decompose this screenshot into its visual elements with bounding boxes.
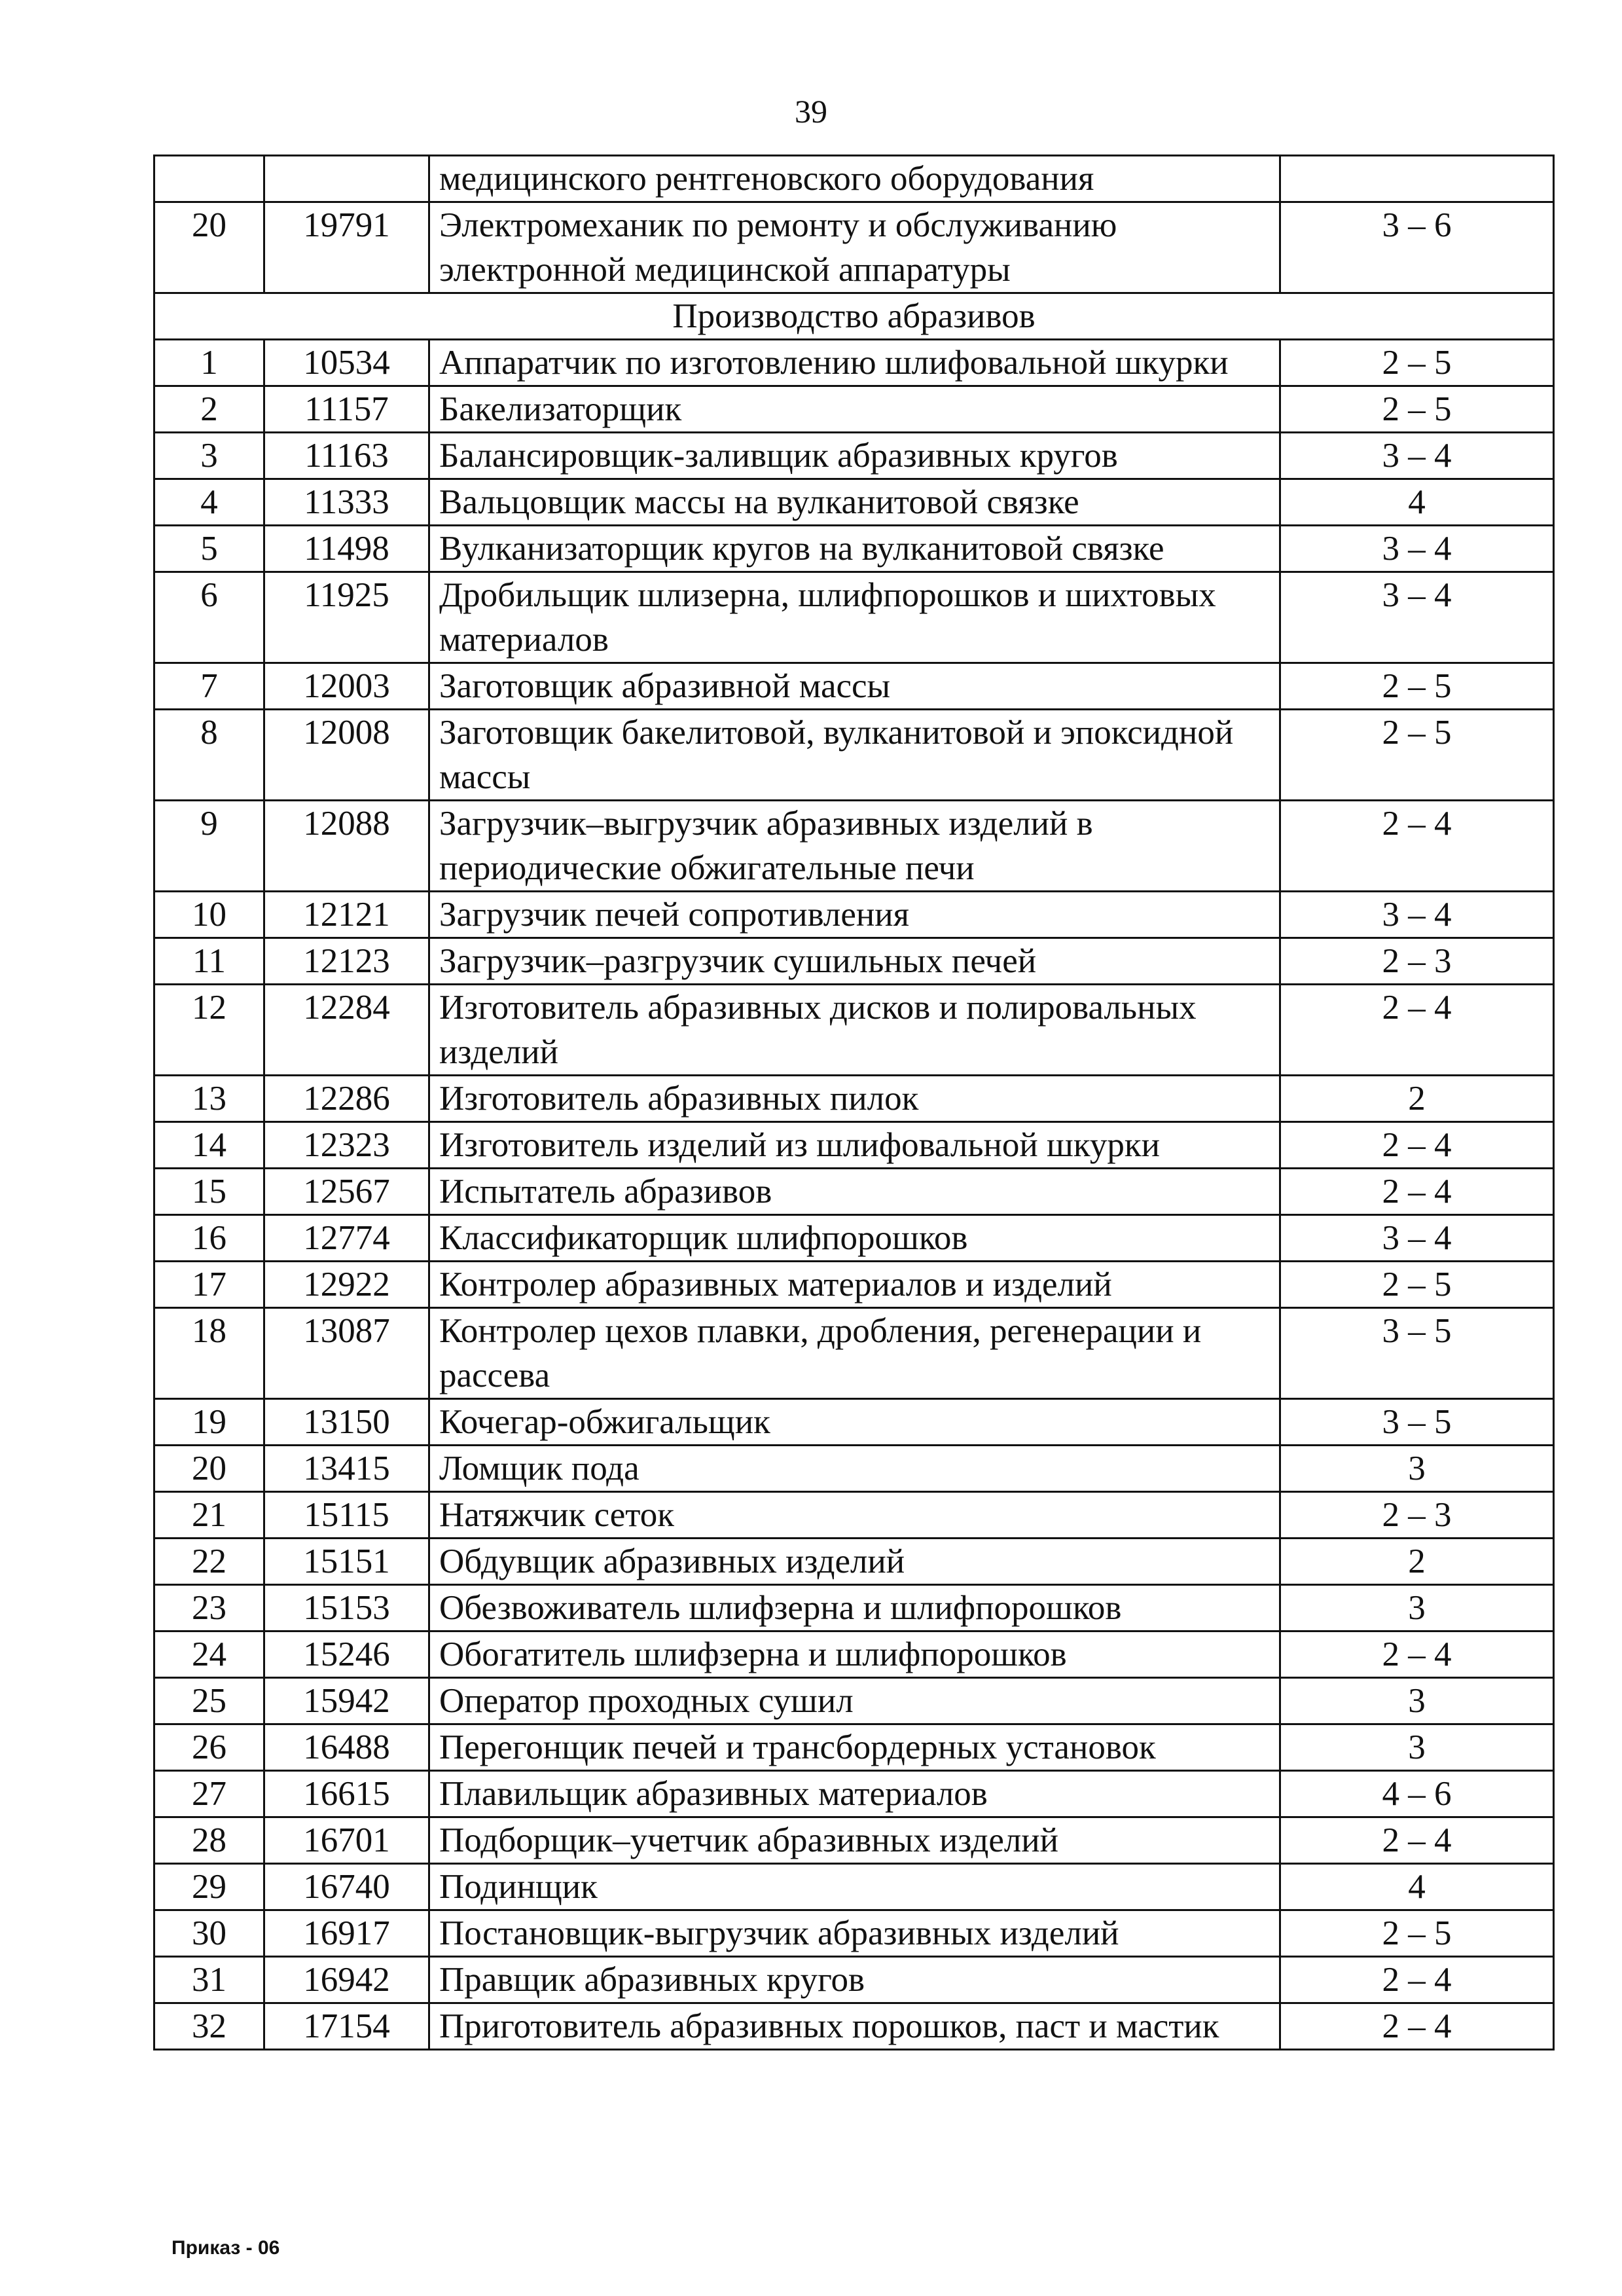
profession-category: 2 – 5: [1280, 1262, 1554, 1308]
profession-name: Кочегар-обжигальщик: [429, 1399, 1280, 1446]
profession-category: 2: [1280, 1076, 1554, 1122]
profession-name: Изготовитель абразивных пилок: [429, 1076, 1280, 1122]
table-row: [154, 1817, 1554, 1864]
profession-name: Ломщик пода: [429, 1446, 1280, 1492]
profession-category: 3 – 4: [1280, 572, 1554, 663]
row-number: 13: [154, 1076, 264, 1122]
profession-category: 2 – 5: [1280, 386, 1554, 433]
profession-code: 12121: [264, 892, 429, 938]
profession-category: 4: [1280, 479, 1554, 526]
profession-category: 2 – 5: [1280, 710, 1554, 801]
table-row: [154, 2003, 1554, 2050]
profession-name: Плавильщик абразивных материалов: [429, 1771, 1280, 1817]
profession-code: 11333: [264, 479, 429, 526]
table-row: [154, 663, 1554, 710]
profession-name: Изготовитель изделий из шлифовальной шкурки: [429, 1122, 1280, 1169]
profession-code: 12003: [264, 663, 429, 710]
profession-name: Контролер абразивных материалов и изделий: [429, 1262, 1280, 1308]
row-number: 12: [154, 985, 264, 1076]
profession-name: Перегонщик печей и трансбордерных установок: [429, 1724, 1280, 1771]
row-number: 4: [154, 479, 264, 526]
profession-code: 19791: [264, 202, 429, 293]
row-number: 23: [154, 1585, 264, 1631]
row-number: 25: [154, 1678, 264, 1724]
profession-name: Загрузчик печей сопротивления: [429, 892, 1280, 938]
profession-name: Подборщик–учетчик абразивных изделий: [429, 1817, 1280, 1864]
table-row: [154, 156, 1554, 202]
profession-category: 2 – 4: [1280, 1122, 1554, 1169]
profession-name: Обогатитель шлифзерна и шлифпорошков: [429, 1631, 1280, 1678]
profession-category: 2 – 5: [1280, 663, 1554, 710]
profession-code: 16740: [264, 1864, 429, 1910]
section-rows: [154, 340, 1554, 2050]
row-number: 24: [154, 1631, 264, 1678]
row-number: 31: [154, 1957, 264, 2003]
profession-code: 12088: [264, 801, 429, 892]
profession-name: медицинского рентгеновского оборудования: [429, 156, 1280, 202]
table-row: [154, 1169, 1554, 1215]
profession-category: 2 – 5: [1280, 340, 1554, 386]
row-number: 8: [154, 710, 264, 801]
page-number: 39: [795, 93, 827, 130]
row-number: 17: [154, 1262, 264, 1308]
table-row: [154, 1910, 1554, 1957]
profession-code: 10534: [264, 340, 429, 386]
profession-code: [264, 156, 429, 202]
professions-table: [153, 155, 1555, 2050]
row-number: 22: [154, 1539, 264, 1585]
profession-code: 16615: [264, 1771, 429, 1817]
row-number: 3: [154, 433, 264, 479]
table-row: [154, 985, 1554, 1076]
table-row: [154, 386, 1554, 433]
row-number: 15: [154, 1169, 264, 1215]
profession-name: Заготовщик абразивной массы: [429, 663, 1280, 710]
profession-name: Контролер цехов плавки, дробления, регенерации и рассева: [429, 1308, 1280, 1399]
row-number: 21: [154, 1492, 264, 1539]
table-row: [154, 801, 1554, 892]
profession-code: 11925: [264, 572, 429, 663]
profession-category: 3 – 4: [1280, 1215, 1554, 1262]
profession-category: 2 – 4: [1280, 1631, 1554, 1678]
profession-code: 15115: [264, 1492, 429, 1539]
profession-name: Обезвоживатель шлифзерна и шлифпорошков: [429, 1585, 1280, 1631]
profession-name: Электромеханик по ремонту и обслуживанию электронной медицинской аппаратуры: [429, 202, 1280, 293]
profession-name: Постановщик-выгрузчик абразивных изделий: [429, 1910, 1280, 1957]
table-row: [154, 572, 1554, 663]
profession-name: Балансировщик-заливщик абразивных кругов: [429, 433, 1280, 479]
profession-category: 2 – 4: [1280, 985, 1554, 1076]
row-number: 1: [154, 340, 264, 386]
table-row: [154, 1864, 1554, 1910]
row-number: 26: [154, 1724, 264, 1771]
profession-category: 3: [1280, 1678, 1554, 1724]
table-row: [154, 1446, 1554, 1492]
profession-category: 3 – 5: [1280, 1308, 1554, 1399]
profession-code: 16701: [264, 1817, 429, 1864]
profession-code: 16942: [264, 1957, 429, 2003]
profession-name: Загрузчик–выгрузчик абразивных изделий в периодические обжигательные печи: [429, 801, 1280, 892]
row-number: 5: [154, 526, 264, 572]
profession-name: Приготовитель абразивных порошков, паст и мастик: [429, 2003, 1280, 2050]
profession-name: Вальцовщик массы на вулканитовой связке: [429, 479, 1280, 526]
profession-category: 2 – 4: [1280, 1169, 1554, 1215]
profession-name: Бакелизаторщик: [429, 386, 1280, 433]
profession-category: 2 – 4: [1280, 1817, 1554, 1864]
profession-code: 15942: [264, 1678, 429, 1724]
row-number: 30: [154, 1910, 264, 1957]
profession-name: Оператор проходных сушил: [429, 1678, 1280, 1724]
profession-category: 2 – 4: [1280, 801, 1554, 892]
row-number: 14: [154, 1122, 264, 1169]
profession-category: 2 – 5: [1280, 1910, 1554, 1957]
profession-name: Дробильщик шлизерна, шлифпорошков и шихтовых материалов: [429, 572, 1280, 663]
row-number: 10: [154, 892, 264, 938]
table-row: [154, 1308, 1554, 1399]
profession-category: 3: [1280, 1724, 1554, 1771]
profession-category: 3 – 4: [1280, 433, 1554, 479]
row-number: 6: [154, 572, 264, 663]
row-number: 2: [154, 386, 264, 433]
table-row: [154, 1585, 1554, 1631]
profession-category: 2 – 4: [1280, 2003, 1554, 2050]
profession-category: 2: [1280, 1539, 1554, 1585]
row-number: 7: [154, 663, 264, 710]
table-row: [154, 340, 1554, 386]
table-row: [154, 710, 1554, 801]
table-row: [154, 479, 1554, 526]
row-number: 9: [154, 801, 264, 892]
profession-code: 12286: [264, 1076, 429, 1122]
profession-code: 12323: [264, 1122, 429, 1169]
profession-code: 13415: [264, 1446, 429, 1492]
table-row: [154, 1678, 1554, 1724]
profession-name: Аппаратчик по изготовлению шлифовальной шкурки: [429, 340, 1280, 386]
profession-category: 3: [1280, 1446, 1554, 1492]
profession-name: Загрузчик–разгрузчик сушильных печей: [429, 938, 1280, 985]
row-number: 29: [154, 1864, 264, 1910]
section-header-row: [154, 293, 1554, 340]
profession-code: 16488: [264, 1724, 429, 1771]
table-row: [154, 1076, 1554, 1122]
profession-code: 11157: [264, 386, 429, 433]
profession-code: 12774: [264, 1215, 429, 1262]
profession-name: Обдувщик абразивных изделий: [429, 1539, 1280, 1585]
profession-code: 15153: [264, 1585, 429, 1631]
profession-name: Правщик абразивных кругов: [429, 1957, 1280, 2003]
profession-code: 16917: [264, 1910, 429, 1957]
profession-code: 13150: [264, 1399, 429, 1446]
profession-category: 3 – 4: [1280, 526, 1554, 572]
row-number: 16: [154, 1215, 264, 1262]
profession-category: 3 – 4: [1280, 892, 1554, 938]
profession-category: 2 – 3: [1280, 1492, 1554, 1539]
row-number: 27: [154, 1771, 264, 1817]
table-row: [154, 1492, 1554, 1539]
table-row: [154, 1724, 1554, 1771]
profession-name: Подинщик: [429, 1864, 1280, 1910]
row-number: 20: [154, 1446, 264, 1492]
row-number: 19: [154, 1399, 264, 1446]
table-row: [154, 1215, 1554, 1262]
row-number: 20: [154, 202, 264, 293]
table-row: [154, 526, 1554, 572]
profession-code: 11498: [264, 526, 429, 572]
table-row: [154, 1539, 1554, 1585]
row-number: [154, 156, 264, 202]
profession-code: 15151: [264, 1539, 429, 1585]
profession-name: Вулканизаторщик кругов на вулканитовой связке: [429, 526, 1280, 572]
profession-category: 4 – 6: [1280, 1771, 1554, 1817]
profession-category: 2 – 4: [1280, 1957, 1554, 2003]
profession-category: [1280, 156, 1554, 202]
profession-code: 12567: [264, 1169, 429, 1215]
profession-category: 3 – 6: [1280, 202, 1554, 293]
section-title: Производство абразивов: [154, 293, 1554, 340]
profession-code: 13087: [264, 1308, 429, 1399]
table-row: [154, 202, 1554, 293]
table-row: [154, 1771, 1554, 1817]
profession-code: 12123: [264, 938, 429, 985]
profession-name: Испытатель абразивов: [429, 1169, 1280, 1215]
profession-code: 12922: [264, 1262, 429, 1308]
profession-name: Заготовщик бакелитовой, вулканитовой и эпоксидной массы: [429, 710, 1280, 801]
row-number: 18: [154, 1308, 264, 1399]
footer-label: Приказ - 06: [171, 2237, 280, 2259]
table-row: [154, 1262, 1554, 1308]
profession-code: 17154: [264, 2003, 429, 2050]
table-row: [154, 1399, 1554, 1446]
profession-code: 12008: [264, 710, 429, 801]
row-number: 28: [154, 1817, 264, 1864]
profession-name: Классификаторщик шлифпорошков: [429, 1215, 1280, 1262]
profession-code: 12284: [264, 985, 429, 1076]
table-row: [154, 892, 1554, 938]
profession-code: 11163: [264, 433, 429, 479]
profession-name: Изготовитель абразивных дисков и полировальных изделий: [429, 985, 1280, 1076]
table-row: [154, 938, 1554, 985]
table-row: [154, 433, 1554, 479]
profession-code: 15246: [264, 1631, 429, 1678]
profession-name: Натяжчик сеток: [429, 1492, 1280, 1539]
profession-category: 3 – 5: [1280, 1399, 1554, 1446]
row-number: 32: [154, 2003, 264, 2050]
table-row: [154, 1631, 1554, 1678]
row-number: 11: [154, 938, 264, 985]
profession-category: 2 – 3: [1280, 938, 1554, 985]
table-row: [154, 1122, 1554, 1169]
table-row: [154, 1957, 1554, 2003]
profession-category: 4: [1280, 1864, 1554, 1910]
profession-category: 3: [1280, 1585, 1554, 1631]
